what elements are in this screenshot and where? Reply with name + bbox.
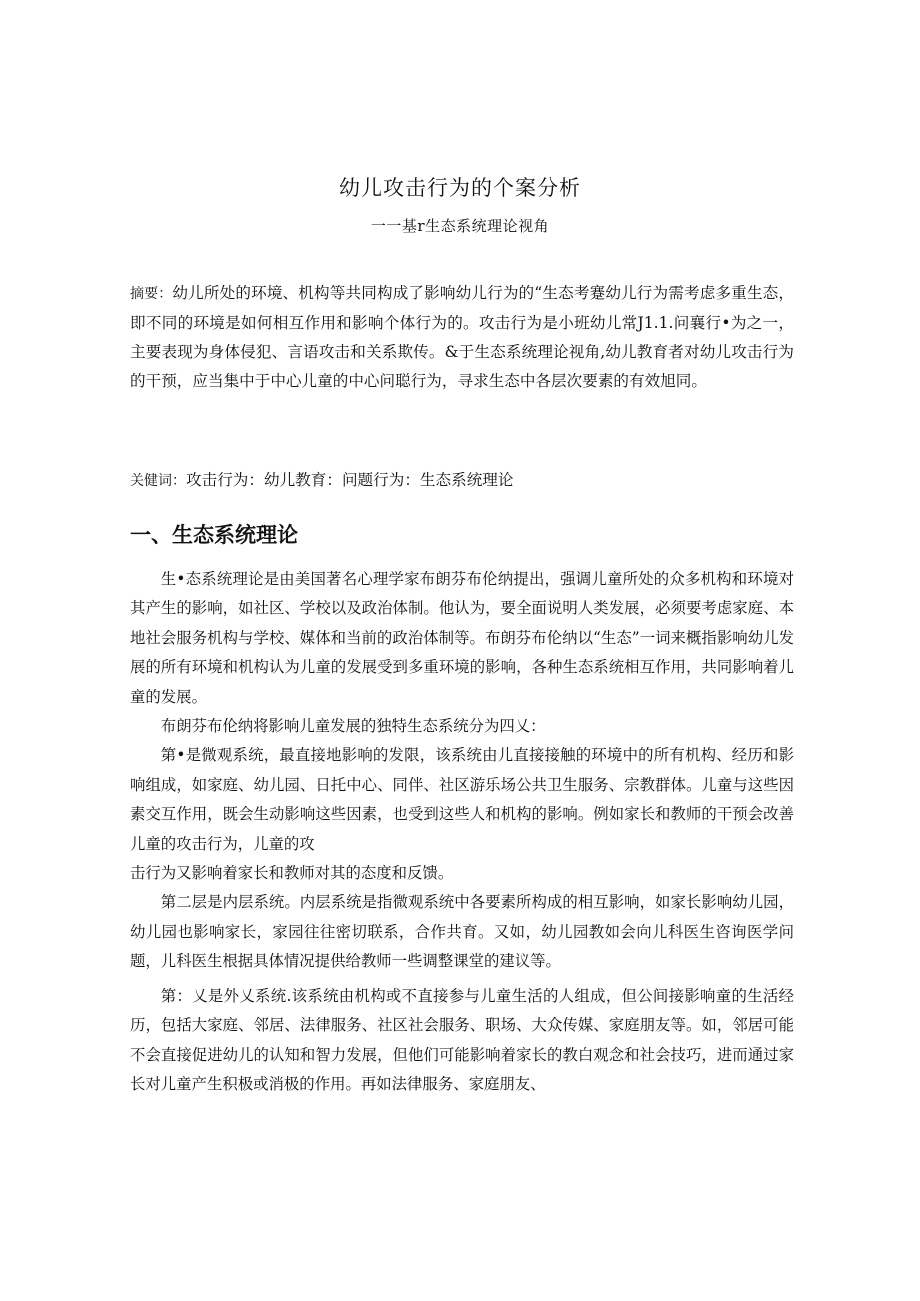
paragraph: 生•态系统理论是由美国著名心理学家布朗芬布伦纳提出，强调儿童所处的众多机构和环境对其产生的影响，如社区、学校以及政治体制。他认为，要全面说明人类发展，必须要考虑家庭、本地社会服务机构与学校、媒体和当前的政治体制等。布朗芬布伦纳以“生态”一词来概指影响幼儿发展的所有环境和机构认为儿童的发展受到多重环境的影响，各种生态系统相互作用，共同影响着儿童的发展。 xyxy=(130,570,794,706)
abstract-label: 摘要： xyxy=(130,286,173,302)
paragraph: 第•是微观系统，最直接地影响的发限，该系统由儿直接接触的环境中的所有机构、经历和影响组成，如家庭、幼儿园、日托中心、同伴、社区游乐场公共卫生服务、宗教群体。儿童与这些因素交互作用，既会生动影响这些因素，也受到这些人和机构的影响。例如家长和教师的干预会改善儿童的攻击行为，儿童的攻 xyxy=(130,746,794,853)
paragraph: 第：乂是外乂系统.该系统由机构或不直接参与儿童生活的人组成，但公间接影响童的生活经历，包括大家庭、邻居、法律服务、社区社会服务、职场、大众传媒、家庭朋友等。如，邻居可能不会直接促进幼儿的认知和智力发展，但他们可能影响着家长的教白观念和社会技巧，进而通过家长对儿童产生积极或消极的作用。再如法律服务、家庭朋友、 xyxy=(130,986,794,1093)
abstract-block xyxy=(130,279,794,396)
document-subtitle: 一一基r生态系统理论视角 xyxy=(370,217,550,235)
keywords-label: 关健词： xyxy=(130,473,186,489)
document-title: 幼儿攻击行为的个案分析 xyxy=(339,176,581,200)
keywords-block xyxy=(130,466,794,496)
keywords-text: 攻击行为：幼儿教育：问题行为：生态系统理论 xyxy=(186,471,514,489)
abstract-text: 幼儿所处的环境、机构等共同构成了影响幼儿行为的“生态考蹇幼儿行为需考虑多重生态，即不同的环境是如何相互作用和影响个体行为的。攻击行为是小班幼儿常J1.1.问襄行•为之一，主要表现为身体侵犯、言语攻击和关系欺传。&于生态系统理论视角,幼儿教育者对幼儿攻击行为的干预，应当集中于中心儿童的中心问聪行为，寻求生态中各层次要素的有效旭同。 xyxy=(130,284,794,390)
paragraph: 第二层是内层系统。内层系统是指微观系统中各要素所构成的相互影响，如家长影响幼儿园，幼儿园也影响家长，家园往往密切联系，合作共育。又如，幼儿园教如会向儿科医生咨询医学问题，儿科医生根据具体情况提供给教师一些调整课堂的建议等。 xyxy=(130,893,794,971)
section-body xyxy=(130,565,794,1099)
paragraph: 布朗芬布伦纳将影响儿童发展的独特生态系统分为四乂： xyxy=(160,717,546,736)
section-heading: 一、生态系统理论 xyxy=(130,523,298,547)
paragraph: 击行为又影响着家长和教师对其的态度和反馈。 xyxy=(130,864,454,883)
